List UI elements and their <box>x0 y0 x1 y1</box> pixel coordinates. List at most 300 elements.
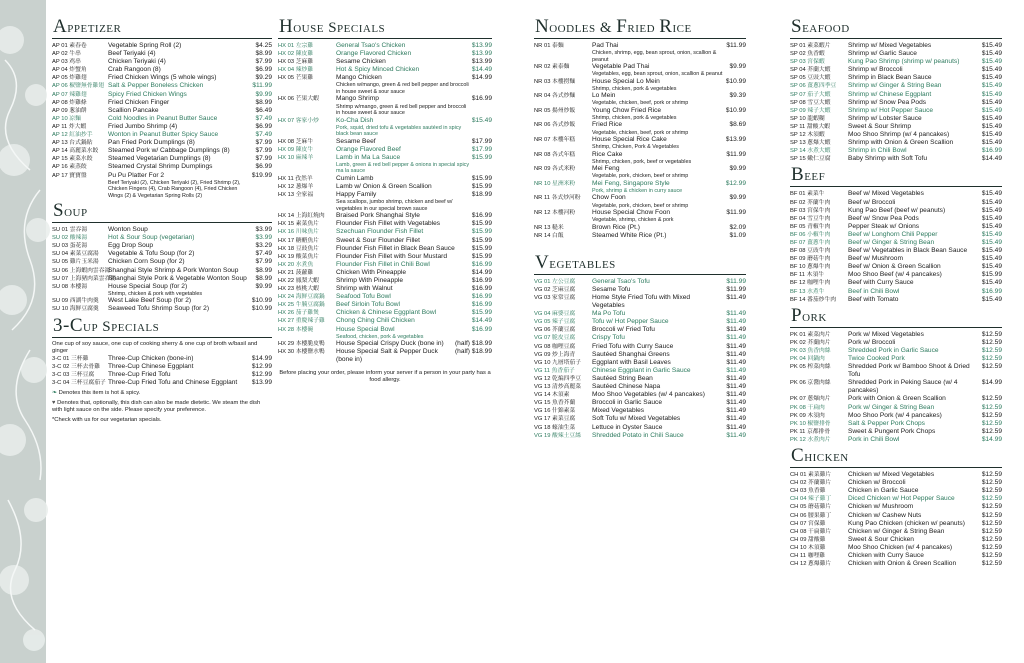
menu-item-name: Szechuan Flounder Fish Fillet <box>336 228 424 236</box>
menu-item-code: HX 05 芒果雞 <box>278 75 314 82</box>
menu-item-description: Shrimp, chicken, pork & vegetables <box>592 114 677 121</box>
menu-item-price: $9.99 <box>729 165 746 173</box>
beef-list <box>790 190 1002 303</box>
menu-item-price: $12.59 <box>981 427 1002 435</box>
menu-item <box>790 255 1002 263</box>
menu-item <box>790 331 1002 339</box>
menu-item <box>278 277 492 285</box>
menu-item-description: Vegetables, egg, bean sprout, onion, scallion & peanut <box>592 71 723 78</box>
menu-item <box>52 234 272 242</box>
menu-item <box>790 288 1002 296</box>
menu-item-code: BF 05 青椒牛肉 <box>790 223 831 230</box>
menu-item-price: $12.99 <box>725 179 746 187</box>
menu-item-code: VG 02 芝麻豆腐 <box>534 286 576 293</box>
menu-item-code: VG 19 酸辣土豆絲 <box>534 432 582 439</box>
menu-item-price: $15.49 <box>981 139 1002 147</box>
menu-item-name: Sesame Tofu <box>592 285 631 293</box>
menu-item-name: Shrimp w/ Snow Pea Pods <box>848 98 927 106</box>
menu-item <box>278 58 492 66</box>
menu-item <box>52 107 272 115</box>
menu-item-price: $7.99 <box>255 58 272 66</box>
menu-item-price: $11.49 <box>726 310 746 318</box>
menu-item <box>52 42 272 50</box>
menu-item-code: PK 11 京都排骨 <box>790 428 831 435</box>
menu-item-price: $9.99 <box>729 194 746 202</box>
menu-item-price: $14.49 <box>981 155 1002 163</box>
menu-item-price: $12.59 <box>981 543 1002 551</box>
menu-item-code: CH 01 素菜雞片 <box>790 472 832 479</box>
menu-item <box>790 503 1002 511</box>
menu-item-code: PK 05 榨菜肉絲 <box>790 364 831 371</box>
menu-item <box>790 107 1002 115</box>
menu-item <box>52 258 272 266</box>
menu-item <box>534 367 746 375</box>
menu-item-name: Kung Pao Beef (beef w/ peanuts) <box>848 206 946 214</box>
menu-item-code: NR 09 各式米粉 <box>534 166 576 173</box>
menu-item-code: SP 10 龍蝦糊 <box>790 115 825 122</box>
menu-item-name: Ko-Cha Dish Pork, squid, dried tofu & vegetables sautéed in spicy black bean sauce <box>336 117 470 138</box>
menu-item-name: Chicken w/ Ginger & String Bean <box>848 527 945 535</box>
menu-item-description: Shrimp, chicken & pork with vegetables <box>108 290 203 297</box>
menu-item-price: $13.99 <box>251 378 272 386</box>
menu-item-name: Sweet & Sour Chicken <box>848 535 914 543</box>
menu-item-price: $17.99 <box>471 145 492 153</box>
menu-item-price: $16.99 <box>471 285 492 293</box>
menu-item-code: 3-C 04 三杯豆腐茄子 <box>52 379 106 386</box>
menu-item-code: HX 15 素菜魚片 <box>278 221 319 228</box>
menu-item <box>790 347 1002 355</box>
menu-item-code: BF 06 小椒牛肉 <box>790 231 831 238</box>
menu-item-code: AP 04 炸蟹角 <box>52 67 87 74</box>
menu-item <box>278 95 492 116</box>
menu-item-code: SU 02 酸辣湯 <box>52 235 88 242</box>
menu-item-code: HX 14 上海紅燒肉 <box>278 213 325 220</box>
menu-item-price: $15.99 <box>471 153 492 161</box>
menu-item <box>534 180 746 195</box>
menu-item-name: Shrimp w/ Garlic Sauce <box>848 50 917 58</box>
dietetic-icon: ♥ <box>52 399 56 406</box>
menu-item <box>52 371 272 379</box>
menu-item-name: Seaweed Tofu Shrimp Soup (for 2) <box>108 305 210 313</box>
menu-item-price: $1.09 <box>729 231 746 239</box>
menu-item-code: HX 29 本樓脆皮鴨 <box>278 341 325 348</box>
menu-item-price: $16.99 <box>471 325 492 333</box>
menu-item-name: Shrimp in Black Bean Sauce <box>848 74 932 82</box>
menu-item-code: VG 07 脆皮豆腐 <box>534 335 576 342</box>
menu-item-code: VG 16 什錦素菜 <box>534 408 576 415</box>
menu-item <box>52 91 272 99</box>
menu-item-name: Three-Cup Chicken (bone-in) <box>108 354 194 362</box>
menu-item-price: $11.99 <box>726 285 746 293</box>
menu-item-price: $14.99 <box>251 354 272 362</box>
menu-item <box>52 82 272 90</box>
menu-item-name: Sweet & Sour Shrimp <box>848 122 912 130</box>
menu-item <box>278 146 492 154</box>
menu-item-code: AP 05 炸雞翅 <box>52 75 87 82</box>
menu-item <box>790 279 1002 287</box>
menu-item <box>278 191 492 212</box>
menu-item <box>534 351 746 359</box>
menu-item-code: AP 09 葱油餅 <box>52 107 87 114</box>
menu-item-price: $9.99 <box>255 90 272 98</box>
menu-item-description: Lamb, green & red bell pepper & onions in special spicy ma la sauce <box>336 161 470 175</box>
menu-item-name: Crispy Tofu <box>592 334 625 342</box>
menu-item-code: NR 01 泰麵 <box>534 43 564 49</box>
menu-item-code: CH 04 辣子雞丁 <box>790 496 832 503</box>
menu-item-description: Shrimp, Chicken, Pork & Vegetables <box>592 144 679 151</box>
column-3 <box>534 18 746 440</box>
column-1 <box>52 18 272 424</box>
menu-item <box>52 379 272 387</box>
menu-item-name: Pork w/ Mixed Vegetables <box>848 330 924 338</box>
menu-item-name: Broccoli w/ Fried Tofu <box>592 326 655 334</box>
menu-item-code: PK 01 素菜肉片 <box>790 331 831 338</box>
menu-item-code: AP 16 素蒸餃 <box>52 164 87 171</box>
menu-item-code: 3-C 03 三杯豆腐 <box>52 371 95 378</box>
menu-item-code: HX 08 芝麻牛 <box>278 138 314 145</box>
menu-item-code: AP 15 素菜水餃 <box>52 156 93 163</box>
menu-item <box>278 261 492 269</box>
menu-item-price: $12.99 <box>251 370 272 378</box>
menu-item <box>534 165 746 180</box>
menu-item <box>52 305 272 313</box>
menu-item-code: SP 11 甜酸大蝦 <box>790 123 831 130</box>
menu-item-name: Hot & Sour Soup (vegetarian) <box>108 234 195 242</box>
soup-list <box>52 226 272 313</box>
menu-item-price: $16.99 <box>471 95 492 103</box>
menu-item-code: HX 28 本樓碗 <box>278 326 314 333</box>
appetizer-title: Appetizer <box>52 18 272 39</box>
menu-item-name: Chicken with Curry Sauce <box>848 551 924 559</box>
menu-item-name: Chicken with Onion & Green Scallion <box>848 560 957 568</box>
menu-item-code: VG 14 木須素 <box>534 392 570 399</box>
menu-item-code: NR 11 各式炒河粉 <box>534 195 581 202</box>
menu-item-code: SU 04 素菜豆腐湯 <box>52 251 99 258</box>
menu-item-code: BF 02 芥蘭牛肉 <box>790 199 831 206</box>
menu-item-code: HX 06 芒果大蝦 <box>278 96 319 103</box>
menu-item-price: $8.99 <box>255 98 272 106</box>
menu-item <box>278 245 492 253</box>
menu-item <box>278 175 492 183</box>
menu-item-name: General Tsao's Chicken <box>336 42 406 49</box>
menu-item-name: Vegetable & Tofu Soup (for 2) <box>108 250 195 258</box>
menu-item-name: Fried Chicken Wings (5 whole wings) <box>108 74 217 82</box>
menu-item-price: (half) $18.99 <box>454 348 492 356</box>
menu-item <box>534 121 746 136</box>
menu-item-price: $12.59 <box>981 419 1002 427</box>
menu-item-price: $8.69 <box>729 121 746 129</box>
menu-item-code: VG 13 清炒高麗菜 <box>534 384 582 391</box>
menu-item-name: Chicken in Garlic Sauce <box>848 487 919 495</box>
menu-item-name: Chicken w/ Mixed Vegetables <box>848 471 935 479</box>
menu-item <box>534 107 746 122</box>
menu-item <box>52 131 272 139</box>
menu-item <box>278 66 492 74</box>
menu-item-name: Sesame Chicken <box>336 58 386 66</box>
menu-item <box>790 147 1002 155</box>
menu-item <box>278 237 492 245</box>
menu-item-name: Chinese Eggplant in Garlic Sauce <box>592 366 691 374</box>
menu-item-code: SU 08 本樓湯 <box>52 283 88 290</box>
menu-item <box>278 317 492 325</box>
menu-item <box>790 512 1002 520</box>
menu-item-price: $11.49 <box>726 415 746 423</box>
menu-item-code: VG 03 家常豆腐 <box>534 295 576 301</box>
menu-item-price: $10.99 <box>251 305 272 313</box>
menu-item-name: Beef w/ Snow Pea Pods <box>848 214 919 222</box>
menu-item-name: Lettuce in Oyster Sauce <box>592 423 663 431</box>
appetizer-list <box>52 42 272 199</box>
menu-item <box>790 296 1002 304</box>
menu-item <box>790 239 1002 247</box>
menu-item-name: Sautéed Shanghai Greens <box>592 350 670 358</box>
menu-item <box>278 326 492 341</box>
floral-border <box>0 0 46 663</box>
three-cup-list <box>52 355 272 387</box>
menu-item-name: Flounder Fish Fillet with Sour Mustard <box>336 252 448 260</box>
menu-item-name: Wonton Soup <box>108 226 148 234</box>
menu-item-price: $15.99 <box>471 220 492 228</box>
menu-item <box>790 58 1002 66</box>
menu-item-price: $4.25 <box>255 42 272 49</box>
menu-item <box>52 297 272 305</box>
menu-item <box>790 379 1002 395</box>
menu-item-price: $11.49 <box>726 423 746 431</box>
menu-item-name: Shrimp w/ Mixed Vegetables <box>848 42 932 49</box>
menu-item <box>534 359 746 367</box>
menu-item-price: $12.59 <box>981 535 1002 543</box>
menu-item <box>790 471 1002 479</box>
menu-item-price: $12.59 <box>981 355 1002 362</box>
menu-item <box>790 479 1002 487</box>
menu-item-code: HX 12 葱爆羊 <box>278 184 314 191</box>
menu-item-name: Chicken w/ Cashew Nuts <box>848 511 922 519</box>
menu-item-price: $15.49 <box>981 58 1002 66</box>
menu-item-name: Mei Feng Vegetable, pork, chicken, beef or shrimp <box>592 165 724 180</box>
menu-item-name: Sautéed Chinese Napa <box>592 383 661 391</box>
menu-item-code: SU 06 上海蝦肉雲吞湯 <box>52 267 111 274</box>
menu-item-name: Moo Shoo Vegetables (w/ 4 pancakes) <box>592 391 705 399</box>
menu-item-name: House Special Chow Foon Vegetable, shrimp, chicken & pork <box>592 209 724 224</box>
menu-item-name: Three-Cup Fried Tofu <box>108 370 171 378</box>
menu-item <box>790 436 1002 444</box>
menu-item <box>790 91 1002 99</box>
menu-item-code: HX 17 糖醋魚片 <box>278 237 319 244</box>
menu-item-description: Chicken w/mango, green & red bell pepper and broccoli in house sweet & sour sauce <box>336 82 469 95</box>
menu-item-code: BF 12 咖哩牛肉 <box>790 280 831 287</box>
menu-item-name: Beef Sirloin Tofu Bowl <box>336 301 401 309</box>
menu-item-price: $10.99 <box>251 297 272 305</box>
house-specials-title: House Specials <box>278 18 492 39</box>
menu-item-name: Shrimp with Walnut <box>336 285 393 293</box>
menu-item-code: NR 03 本樓撈麵 <box>534 78 576 85</box>
menu-item-code: PK 08 干扁肉 <box>790 404 825 411</box>
menu-item <box>790 395 1002 403</box>
menu-item-price: $12.59 <box>981 503 1002 511</box>
menu-item <box>278 74 492 95</box>
menu-item-name: Kung Pao Chicken (chicken w/ peanuts) <box>848 519 965 527</box>
menu-item-code: HX 27 重慶辣子雞 <box>278 318 325 325</box>
menu-item-price: $15.49 <box>981 206 1002 214</box>
menu-item-name: Beef w/ Broccoli <box>848 198 896 206</box>
menu-item-price: $15.49 <box>981 74 1002 82</box>
menu-item <box>790 339 1002 347</box>
menu-item <box>278 50 492 58</box>
menu-item-price: $14.49 <box>471 317 492 325</box>
menu-item-price: $11.49 <box>726 366 746 374</box>
menu-item-code: AP 17 寶寶盤 <box>52 172 87 179</box>
menu-item <box>790 74 1002 82</box>
menu-item <box>790 528 1002 536</box>
menu-item-code: PK 07 蔥爆肉片 <box>790 396 831 403</box>
menu-item-name: Three-Cup Fried Tofu and Chinese Eggplant <box>108 378 238 386</box>
menu-item-name: Orange Flavored Beef <box>336 145 401 153</box>
menu-item-code: BF 14 番茄炒牛肉 <box>790 296 837 303</box>
menu-item-price: $12.59 <box>981 338 1002 346</box>
menu-item-price: $11.49 <box>726 407 746 415</box>
menu-item <box>278 293 492 301</box>
menu-item-name: Salt & Pepper Boneless Chicken <box>108 82 204 90</box>
menu-item-price: $7.49 <box>255 114 272 122</box>
menu-item <box>278 212 492 220</box>
menu-item-price: $6.99 <box>255 163 272 171</box>
menu-item-price: $13.99 <box>725 136 746 144</box>
menu-item <box>534 63 746 78</box>
menu-item-code: NR 13 糙米 <box>534 224 564 231</box>
menu-item <box>52 242 272 250</box>
floral-pattern-icon <box>0 0 46 663</box>
menu-item <box>790 271 1002 279</box>
menu-item <box>52 267 272 275</box>
menu-item <box>52 66 272 74</box>
menu-item-code: HX 20 水煮魚 <box>278 261 314 268</box>
allergy-notice: Before placing your order, please inform your server if a person in your party has a food allergy. <box>279 370 491 384</box>
menu-item <box>534 42 746 63</box>
menu-item-price: $13.99 <box>471 50 492 58</box>
hot-spicy-icon: ❧ <box>52 389 58 396</box>
menu-item-code: AP 08 炸雞條 <box>52 99 87 106</box>
menu-item-name: Chicken Teriyaki (4) <box>108 58 166 66</box>
menu-item-name: Shredded Pork in Garlic Sauce <box>848 346 939 354</box>
menu-item <box>278 228 492 236</box>
menu-item-name: Pu Pu Platter For 2 Beef Teriyaki (2), Chicken Teriyaki (2), Fried Shrimp (2), Chicken Fingers (4), Crab Rangoon (4), Fried Chicken Wings (2) & Vegetarian Spring Rolls (2) <box>108 172 250 200</box>
menu-item-name: Fried Tofu with Curry Sauce <box>592 342 674 350</box>
menu-item-code: HX 09 陳皮牛 <box>278 146 314 153</box>
menu-item-name: Wonton in Peanut Butter Spicy Sauce <box>108 131 219 139</box>
menu-item-code: NR 06 各式炒飯 <box>534 122 576 129</box>
menu-item-code: NR 12 本樓河粉 <box>534 210 576 217</box>
menu-item-price: $15.49 <box>981 238 1002 246</box>
menu-item-name: Tofu w/ Hot Pepper Sauce <box>592 318 669 326</box>
menu-item-description: Shrimp w/mango, green & red bell pepper and broccoli in house sweet & sour sauce <box>336 103 467 117</box>
menu-item <box>790 363 1002 379</box>
menu-item-name: Happy Family Sea scallops, jumbo shrimp, chicken and beef w/ vegetables in our special brown sauce <box>336 191 470 212</box>
menu-item <box>278 253 492 261</box>
menu-item-price: $7.99 <box>255 155 272 163</box>
menu-item-name: Shrimp w/ Chinese Eggplant <box>848 90 932 98</box>
menu-item-code: HX 18 豆豉魚片 <box>278 245 319 252</box>
menu-item-price: $14.49 <box>471 66 492 74</box>
menu-item-name: Pork with Onion & Green Scallion <box>848 395 946 403</box>
noodles-title: Noodles & Fried Rice <box>534 18 746 39</box>
menu-item-price: $15.99 <box>471 244 492 252</box>
menu-item-code: SU 05 雞片玉米湯 <box>52 259 99 266</box>
menu-item-code: NR 02 素泰麵 <box>534 64 570 71</box>
menu-item-name: Pork w/ Ginger & String Bean <box>848 403 935 411</box>
menu-item-description: Shrimp, chicken, pork & vegetables <box>592 85 677 92</box>
menu-item-code: SP 12 木須蝦 <box>790 132 825 139</box>
menu-item-price: $12.59 <box>981 527 1002 535</box>
menu-item-code: HX 07 客家小炒 <box>278 117 319 124</box>
menu-item-code: PK 06 京醬肉絲 <box>790 380 831 387</box>
menu-item-price: $14.99 <box>471 74 492 82</box>
menu-item-code: CH 11 咖哩雞 <box>790 552 826 559</box>
menu-item-code: SP 13 蔥爆大蝦 <box>790 140 831 147</box>
menu-item-price: $7.49 <box>255 250 272 258</box>
menu-item <box>52 226 272 234</box>
menu-item-price: $11.49 <box>726 374 746 382</box>
menu-item-code: AP 11 炸大蝦 <box>52 123 87 130</box>
menu-item-name: Sweet & Pungent Pork Chops <box>848 427 936 435</box>
menu-item-price: $15.99 <box>981 271 1002 279</box>
menu-item-code: VG 18 蠔油生菜 <box>534 424 576 431</box>
menu-item-name: Twice Cooked Pork <box>848 355 905 362</box>
seafood-title: Seafood <box>790 18 1002 39</box>
menu-item <box>790 131 1002 139</box>
menu-item-price: $16.99 <box>471 276 492 284</box>
menu-item-name: Sesame Beef <box>336 137 376 145</box>
menu-item-name: Vegetable Spring Roll (2) <box>108 42 182 49</box>
menu-item-description: Vegetable, chicken, beef, pork or shrimp <box>592 129 689 136</box>
menu-item-code: BF 10 蔥爆牛肉 <box>790 264 831 271</box>
menu-item-price: $12.59 <box>981 519 1002 527</box>
menu-item-code: VG 11 魚香茄子 <box>534 367 575 374</box>
menu-item-price: $15.49 <box>981 50 1002 58</box>
menu-item-code: BF 03 宮保牛肉 <box>790 207 831 214</box>
menu-item <box>790 428 1002 436</box>
menu-item <box>790 215 1002 223</box>
menu-item-price: $15.49 <box>981 214 1002 222</box>
menu-item-code: PK 03 魚香肉絲 <box>790 347 831 354</box>
menu-item <box>790 247 1002 255</box>
menu-item <box>790 50 1002 58</box>
menu-item-code: VG 17 素菜豆腐 <box>534 416 576 423</box>
menu-item-name: Beef w/ Ginger & String Bean <box>848 238 935 246</box>
menu-item-price: $13.99 <box>471 42 492 49</box>
menu-item-code: HX 04 辣炒雞 <box>278 67 314 74</box>
menu-item <box>790 560 1002 568</box>
column-2 <box>278 18 492 384</box>
menu-item <box>534 432 746 440</box>
menu-item-price: $12.59 <box>981 403 1002 411</box>
menu-item <box>278 138 492 146</box>
menu-item-code: HX 22 鳳梨大蝦 <box>278 277 319 284</box>
menu-item <box>278 309 492 317</box>
menu-item-code: BF 04 雪豆牛肉 <box>790 215 831 222</box>
menu-item-name: Chong Ching Chili Chicken <box>336 317 415 325</box>
menu-item-price: $16.99 <box>981 147 1002 155</box>
menu-item-name: Shanghai Style Shrimp & Pork Wonton Soup <box>108 266 239 274</box>
seafood-list <box>790 42 1002 163</box>
menu-item-name: Shrimp in Chili Bowl <box>848 147 907 155</box>
menu-item <box>52 139 272 147</box>
menu-item-code: VG 01 左公豆腐 <box>534 278 576 285</box>
menu-item-name: Beef in Chili Bowl <box>848 287 900 295</box>
menu-item <box>278 42 492 50</box>
menu-item <box>278 220 492 228</box>
menu-item-price: $12.59 <box>981 363 1002 371</box>
menu-item-price: $15.49 <box>981 263 1002 271</box>
